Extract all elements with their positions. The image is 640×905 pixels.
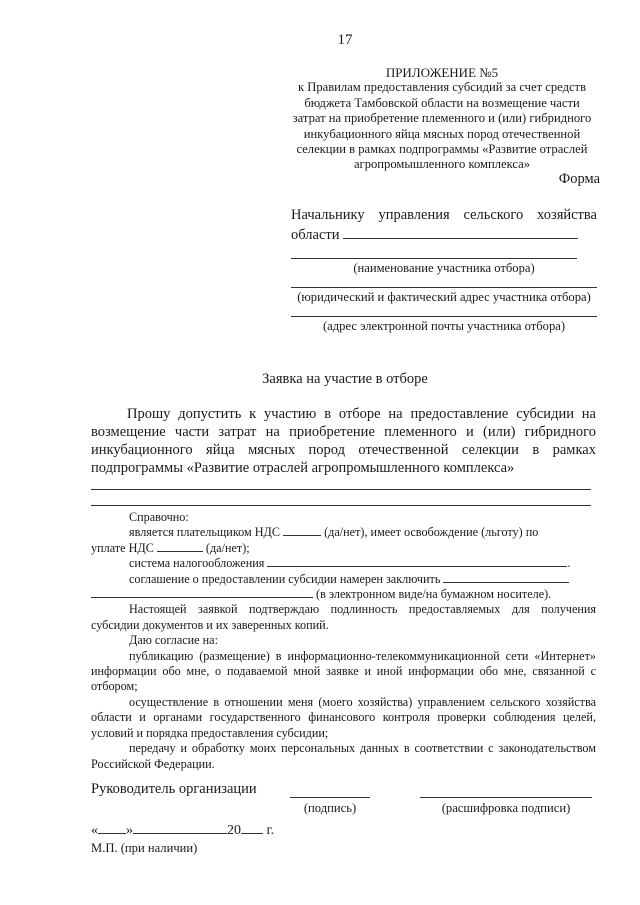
- agreement-form-text: (в электронном виде/на бумажном носителе).: [316, 587, 552, 602]
- addressee-region: области: [291, 227, 340, 243]
- signatory-label: Руководитель организации: [91, 781, 257, 797]
- appendix-line: затрат на приобретение племенного и (или) гибридного: [292, 111, 592, 126]
- page-number: 17: [337, 32, 353, 48]
- date-month-blank[interactable]: [133, 823, 227, 834]
- request-paragraph: Прошу допустить к участию в отборе на предоставление субсидии на возмещение части затрат на приобретение племенного и (или) гибридного инкубационного яйца мясных пород отечественной селекции в рамках подпрограммы «Развитие отраслей агропромышленного комплекса»: [91, 406, 596, 476]
- tax-system-text: система налогообложения: [129, 556, 265, 571]
- form-label: Форма: [558, 171, 600, 187]
- agreement-form-blank[interactable]: [91, 587, 313, 598]
- date-year-blank[interactable]: [241, 823, 263, 834]
- participant-email-caption: (адрес электронной почты участника отбора): [322, 319, 566, 333]
- appendix-line: селекции в рамках подпрограммы «Развитие отраслей: [296, 142, 588, 157]
- consent-publication: публикацию (размещение) в информационно-телекоммуникационной сети «Интернет» информации обо мне, о подаваемой мной заявке и иной информации обо мне, связанной с отбором;: [91, 648, 596, 694]
- request-fill-line-1[interactable]: [91, 489, 591, 490]
- participant-name-line[interactable]: [291, 258, 577, 259]
- consent-personal-data: передачу и обработку моих персональных данных в соответствии с законодательством Российской Федерации.: [91, 741, 596, 771]
- vat-payer-blank[interactable]: [283, 525, 321, 536]
- agreement-blank[interactable]: [443, 572, 569, 583]
- date-open-quote: «: [91, 823, 98, 838]
- vat-payer: [91, 525, 596, 540]
- vat-exemption-text: уплате НДС: [91, 540, 154, 555]
- application-title: Заявка на участие в отборе: [262, 371, 428, 387]
- date-year-prefix: 20: [227, 823, 241, 838]
- vat-exemption: [91, 541, 596, 556]
- participant-email-line[interactable]: [291, 316, 597, 317]
- appendix-line: инкубационного яйца мясных пород отечественной: [303, 126, 581, 141]
- signature-caption: (подпись): [303, 801, 357, 815]
- reference-block: [91, 510, 596, 772]
- date-day-blank[interactable]: [98, 823, 126, 834]
- appendix-title: ПРИЛОЖЕНИЕ №5: [385, 65, 499, 80]
- stamp-place: М.П. (при наличии): [91, 841, 198, 855]
- appendix-line: агропромышленного комплекса»: [353, 157, 531, 172]
- agreement-row: [91, 572, 596, 587]
- signature-line[interactable]: [290, 797, 370, 798]
- appendix-header: [282, 65, 602, 173]
- vat-payer-text: является плательщиком НДС: [129, 525, 280, 540]
- addressee-line2: [291, 226, 597, 244]
- tax-system-end: .: [567, 556, 571, 571]
- participant-address-line[interactable]: [291, 287, 597, 288]
- agreement-form-row: [91, 587, 596, 602]
- participant-name-caption: (наименование участника отбора): [353, 261, 535, 275]
- date-year-suffix: г.: [266, 823, 275, 838]
- date-row: [91, 823, 274, 839]
- confirmation-paragraph: Настоящей заявкой подтверждаю подлинность предоставляемых для получения субсидии документов и их заверенных копий.: [91, 602, 596, 632]
- vat-exemption-blank[interactable]: [157, 541, 203, 552]
- participant-address-caption: (юридический и фактический адрес участника отбора): [297, 290, 591, 304]
- signature-decode-caption: (расшифровка подписи): [441, 801, 571, 815]
- request-fill-line-2[interactable]: [91, 505, 591, 506]
- vat-exemption-hint: (да/нет);: [205, 540, 250, 555]
- consent-heading: Даю согласие на:: [129, 633, 218, 648]
- addressee-line1: Начальнику управления сельского хозяйства: [291, 207, 597, 223]
- appendix-line: к Правилам предоставления субсидий за счет средств: [297, 80, 587, 95]
- tax-system: [91, 556, 596, 571]
- appendix-line: бюджета Тамбовской области на возмещение части: [304, 95, 580, 110]
- vat-exempt-text: (да/нет), имеет освобождение (льготу) по: [324, 525, 539, 540]
- reference-heading: Справочно:: [129, 510, 189, 524]
- region-blank[interactable]: [343, 226, 578, 239]
- consent-control: осуществление в отношении меня (моего хозяйства) управлением сельского хозяйства области и органами государственного финансового контроля проверки соблюдения целей, условий и порядка предоставления субсидии;: [91, 694, 596, 740]
- date-close-quote: »: [126, 823, 133, 838]
- agreement-text: соглашение о предоставлении субсидии намерен заключить: [129, 571, 441, 586]
- tax-system-blank[interactable]: [267, 556, 567, 567]
- signature-decode-line[interactable]: [420, 797, 592, 798]
